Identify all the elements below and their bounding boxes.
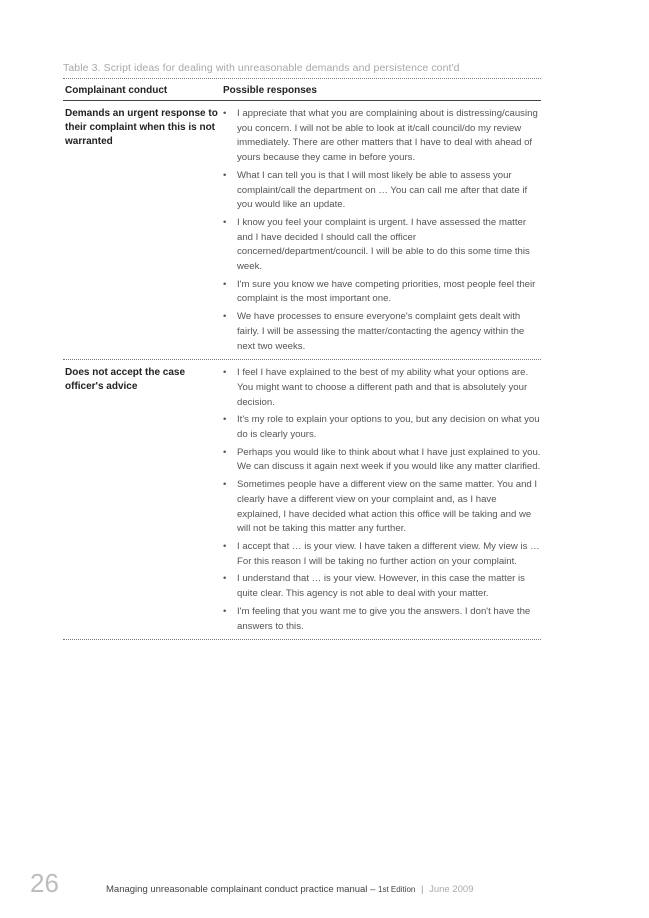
list-item <box>223 478 541 537</box>
responses-cell <box>223 366 541 637</box>
list-item <box>223 605 541 634</box>
bullet-icon: • <box>223 573 227 585</box>
response-text: I feel I have explained to the best of my ability what your options are. You might want to choose a different path and that is absolutely your decision. <box>237 367 529 408</box>
footer-dash: – <box>370 884 376 895</box>
list-item <box>223 366 541 410</box>
response-text: It's my role to explain your options to you, but any decision on what you do is clearly yours. <box>237 414 540 441</box>
table-row <box>63 101 541 360</box>
table-header <box>63 79 541 101</box>
list-item <box>223 572 541 601</box>
footer-separator: | <box>421 884 424 895</box>
bullet-icon: • <box>223 540 227 552</box>
list-item <box>223 310 541 354</box>
bullet-icon: • <box>223 367 227 379</box>
response-list <box>223 366 541 634</box>
response-text: I appreciate that what you are complaining about is distressing/causing you concern. I will not be able to look at it/call council/do my review immediately. There are other matters that I have to deal with ahead of yours because they came in before yours. <box>237 108 538 164</box>
list-item <box>223 169 541 213</box>
header-responses: Possible responses <box>223 85 317 96</box>
list-item <box>223 278 541 307</box>
list-item <box>223 216 541 275</box>
bullet-icon: • <box>223 216 227 228</box>
response-text: I know you feel your complaint is urgent. I have assessed the matter and I have decided I should call the officer concerned/department/council. I will be able to do this some time this week. <box>237 216 530 273</box>
response-text: I understand that … is your view. However, in this case the matter is quite clear. This agency is not able to deal with your matter. <box>237 573 525 600</box>
list-item <box>223 413 541 442</box>
table-body <box>63 101 541 640</box>
conduct-cell: Demands an urgent response to their complaint when this is not warranted <box>65 108 218 147</box>
bullet-icon: • <box>223 278 227 290</box>
list-item <box>223 446 541 475</box>
bullet-icon: • <box>223 169 227 181</box>
conduct-cell: Does not accept the case officer's advice <box>65 367 186 393</box>
footer-title: Managing unreasonable complainant conduct practice manual <box>106 884 368 895</box>
list-item <box>223 107 541 166</box>
bullet-icon: • <box>223 605 227 617</box>
response-text: I'm feeling that you want me to give you the answers. I don't have the answers to this. <box>237 605 531 632</box>
footer-date: June 2009 <box>429 884 474 895</box>
page-number: 26 <box>30 868 59 898</box>
bullet-icon: • <box>223 479 227 491</box>
response-text: Sometimes people have a different view on the same matter. You and I clearly have a different view on your complaint and, as I have explained, I have decided what action this office will be taking and we will not be taking this matter any further. <box>237 479 538 535</box>
responses-cell <box>223 107 541 357</box>
footer-edition: 1st Edition <box>378 885 416 894</box>
response-text: I accept that … is your view. I have taken a different view. My view is … For this reason I will be taking no further action on your complaint. <box>237 540 540 567</box>
footer-text <box>106 884 473 895</box>
page-footer <box>30 868 590 899</box>
response-text: What I can tell you is that I will most likely be able to assess your complaint/call the department on … You can call me after that date if you would like an update. <box>237 169 528 211</box>
bullet-icon: • <box>223 108 227 119</box>
bullet-icon: • <box>223 446 227 458</box>
bullet-icon: • <box>223 311 227 323</box>
header-conduct: Complainant conduct <box>65 85 168 96</box>
table-caption: Table 3. Script ideas for dealing with unreasonable demands and persistence cont'd <box>63 62 541 79</box>
response-text: We have processes to ensure everyone's complaint gets dealt with fairly. I will be assessing the matter/contacting the agency within the next two weeks. <box>237 311 525 352</box>
response-text: I'm sure you know we have competing priorities, most people feel their complaint is the most important one. <box>237 278 536 305</box>
table-row <box>63 360 541 640</box>
bullet-icon: • <box>223 414 227 426</box>
response-text: Perhaps you would like to think about what I have just explained to you. We can discuss it again next week if you would like any matter clarified. <box>237 446 541 473</box>
response-list <box>223 107 541 354</box>
list-item <box>223 540 541 569</box>
page-content <box>63 62 541 640</box>
